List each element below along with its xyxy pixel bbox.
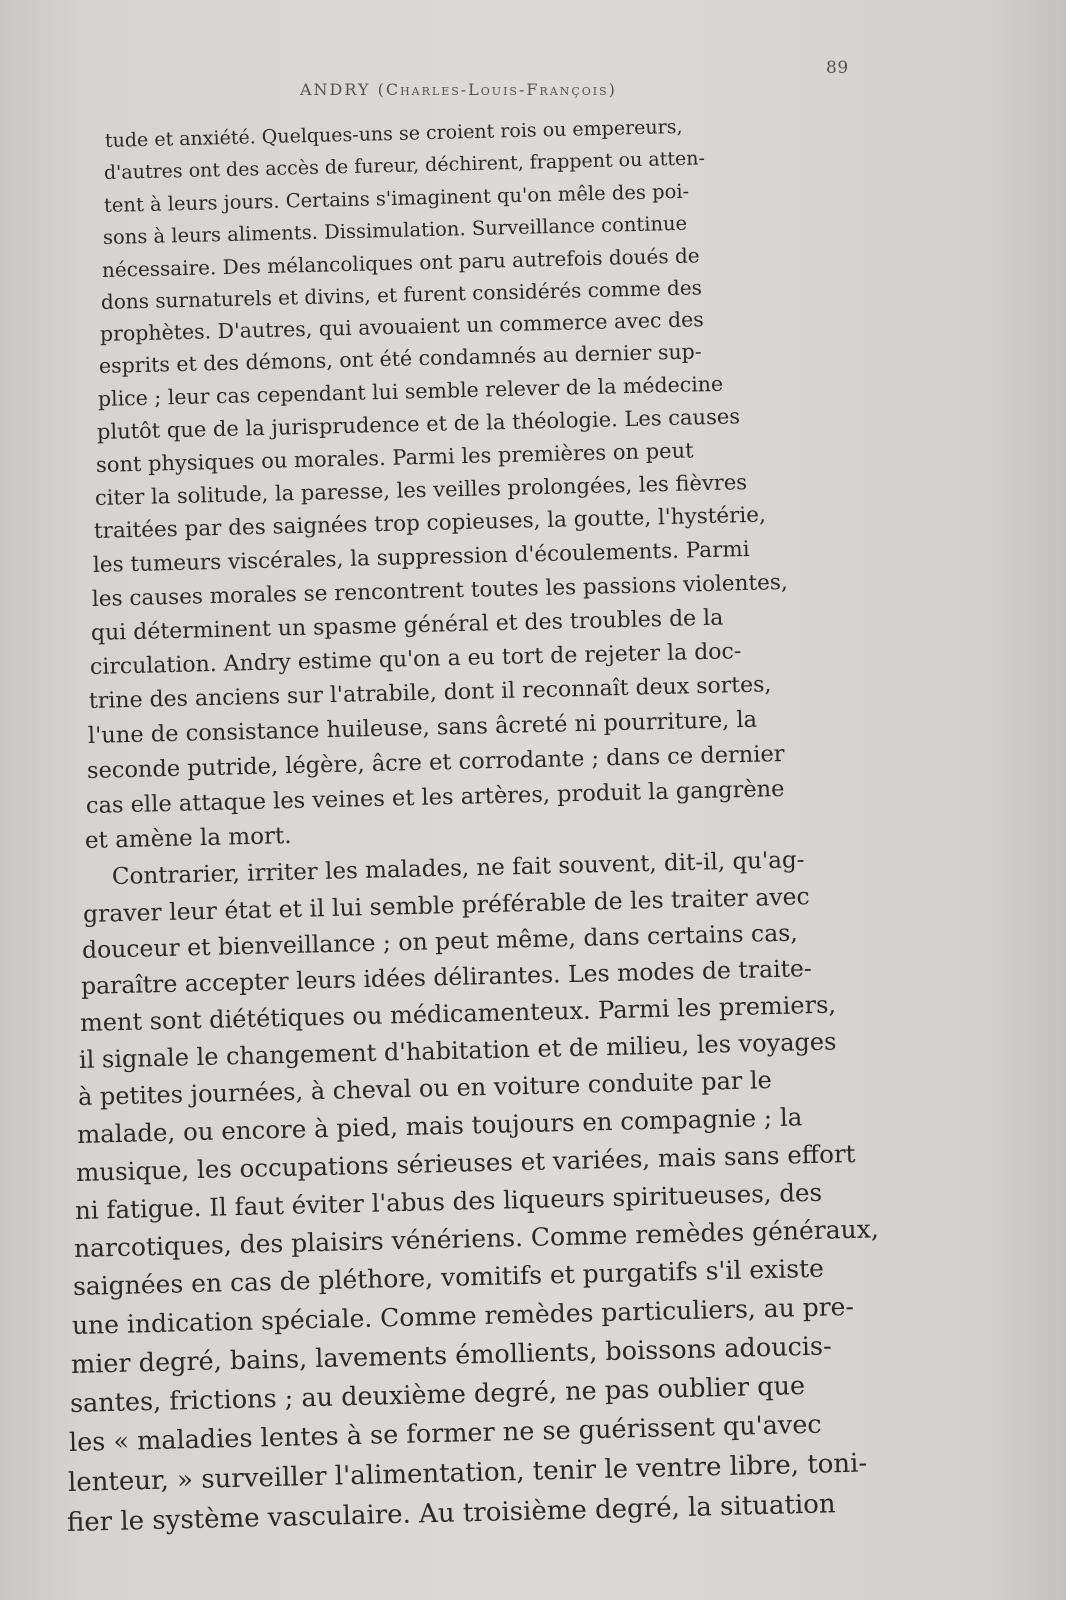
text-line: ment sont diététiques ou médicamenteux. Parmi les premiers, xyxy=(79,990,837,1037)
running-head: ANDRY (Charles-Louis-François) xyxy=(300,80,617,99)
text-line: traitées par des saignées trop copieuses, la goutte, l'hystérie, xyxy=(93,502,767,544)
text-line: plutôt que de la jurisprudence et de la théologie. Les causes xyxy=(96,404,741,444)
text-line: tude et anxiété. Quelques-uns se croient rois ou empereurs, xyxy=(104,115,683,152)
text-line: dons surnaturels et divins, et furent considérés comme des xyxy=(100,275,703,314)
text-line: lenteur, » surveiller l'alimentation, tenir le ventre libre, toni- xyxy=(67,1448,868,1498)
text-line: prophètes. D'autres, qui avouaient un commerce avec des xyxy=(99,307,704,346)
text-line: plice ; leur cas cependant lui semble relever de la médecine xyxy=(97,371,724,411)
text-line: tent à leurs jours. Certains s'imaginent qu'on mêle des poi- xyxy=(103,179,690,217)
text-line: douceur et bienveillance ; on peut même, dans certains cas, xyxy=(81,918,799,964)
text-line: qui déterminent un spasme général et des troubles de la xyxy=(90,605,724,646)
text-line: les « maladies lentes à se former ne se guérissent qu'avec xyxy=(68,1409,823,1458)
text-line: d'autres ont des accès de fureur, déchirent, frappent ou atten- xyxy=(103,147,706,184)
text-line: il signale le changement d'habitation et de milieu, les voyages xyxy=(78,1027,837,1074)
text-line: citer la solitude, la paresse, les veilles prolongées, les fièvres xyxy=(94,470,748,510)
text-line: seconde putride, légère, âcre et corrodante ; dans ce dernier xyxy=(86,740,785,784)
text-line: fier le système vasculaire. Au troisième degré, la situation xyxy=(66,1489,836,1538)
text-line: sont physiques ou morales. Parmi les premières on peut xyxy=(95,438,694,477)
text-line: nécessaire. Des mélancoliques ont paru autrefois doués de xyxy=(101,243,700,282)
text-line: santes, frictions ; au deuxième degré, ne pas oublier que xyxy=(69,1371,806,1419)
text-line: ni fatigue. Il faut éviter l'abus des liqueurs spiritueuses, des xyxy=(74,1177,823,1225)
text-line: à petites journées, à cheval ou en voiture conduite par le xyxy=(77,1066,773,1111)
text-line: esprits et des démons, ont été condamnés au dernier sup- xyxy=(98,339,702,378)
text-line: les tumeurs viscérales, la suppression d'écoulements. Parmi xyxy=(92,536,750,578)
text-line: mier degré, bains, lavements émollients, boissons adoucis- xyxy=(70,1331,833,1380)
text-line: graver leur état et il lui semble préférable de les traiter avec xyxy=(82,882,810,928)
text-line: saignées en cas de pléthore, vomitifs et purgatifs s'il existe xyxy=(72,1253,825,1301)
text-line: paraître accepter leurs idées délirantes. Les modes de traite- xyxy=(80,954,813,1000)
text-line: musique, les occupations sérieuses et variées, mais sans effort xyxy=(75,1138,856,1187)
text-line: circulation. Andry estime qu'on a eu tort de rejeter la doc- xyxy=(89,639,742,680)
text-line: l'une de consistance huileuse, sans âcreté ni pourriture, la xyxy=(87,706,758,749)
text-line: sons à leurs aliments. Dissimulation. Surveillance continue xyxy=(102,211,688,249)
text-line: et amène la mort. xyxy=(84,822,292,854)
text-line: les causes morales se rencontrent toutes les passions violentes, xyxy=(91,570,788,612)
text-line: narcotiques, des plaisirs vénériens. Comme remèdes généraux, xyxy=(73,1214,880,1263)
text-line: trine des anciens sur l'atrabile, dont il reconnaît deux sortes, xyxy=(88,672,772,714)
text-line: malade, ou encore à pied, mais toujours en compagnie ; la xyxy=(76,1102,803,1149)
text-line: Contrarier, irriter les malades, ne fait souvent, dit-il, qu'ag- xyxy=(111,847,805,890)
text-line: cas elle attaque les veines et les artères, produit la gangrène xyxy=(85,775,785,819)
page-number: 89 xyxy=(826,58,849,78)
text-line: une indication spéciale. Comme remèdes particuliers, au pre- xyxy=(71,1291,855,1340)
